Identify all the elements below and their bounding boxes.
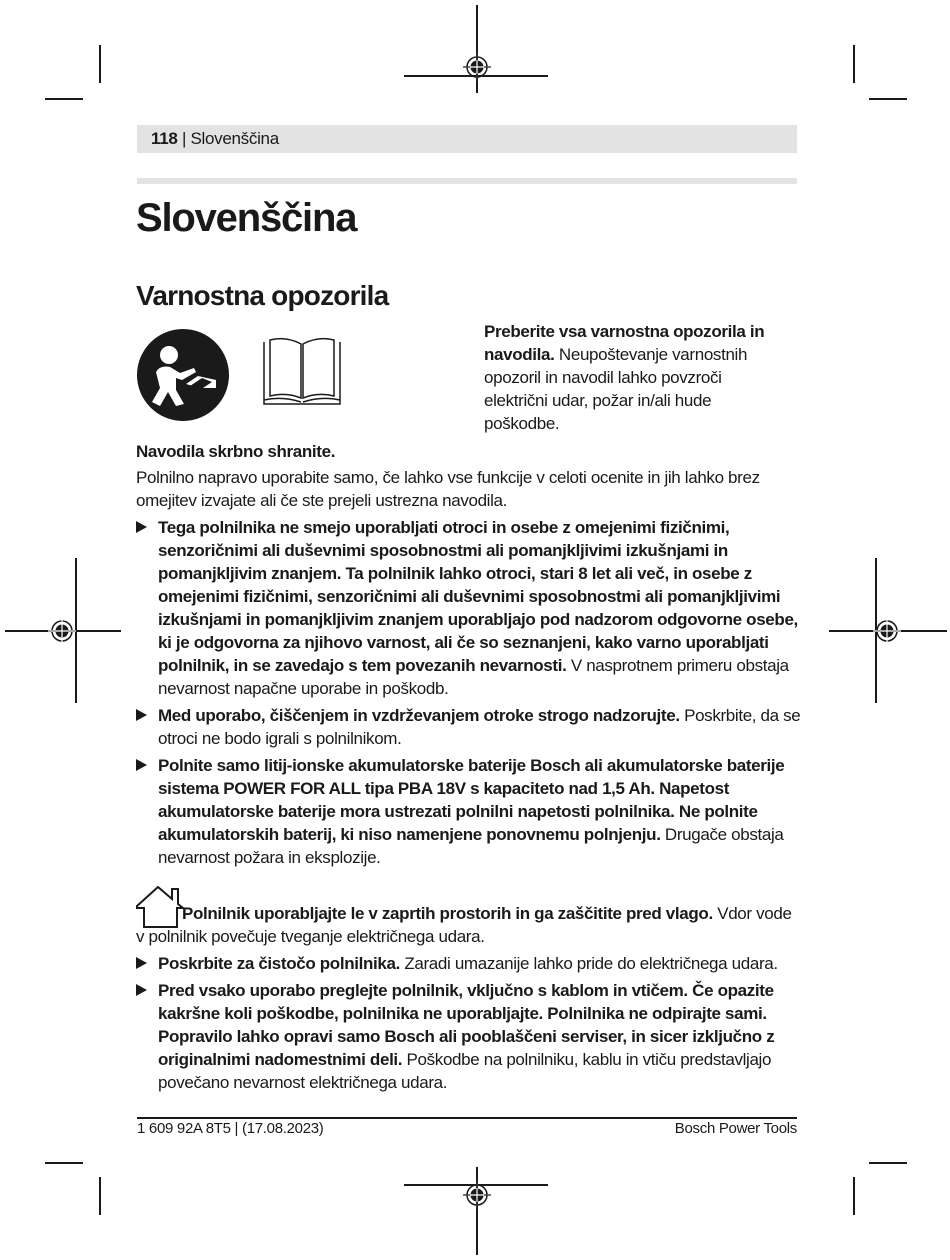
list-item-bold: Tega polnilnika ne smejo uporabljati otroci in osebe z omejenimi fizičnimi, senzoričnimi ali duševnimi sposobnostmi ali pomanjkljivimi izkušnjami in pomanjkljivim znanjem. Ta polnilnik lahko otroci, stari 8 let ali več, in osebe z omejenimi fizičnimi, senzoričnimi ali duševnimi sposobnostmi ali pomanjkljivimi izkušnjami in pomanjkljivim znanjem uporabljajo pod nadzorom odgovorne osebe, ki je odgovorna za njihovo varnost, ali če so seznanjeni, kako varno uporabljati polnilnik, in se zavedajo s tem povezanih nevarnosti. <box>158 518 798 675</box>
list-item-text: Poškodbe na polnilniku, kablu in vtiču predstavljajo povečano nevarnost električnega udara. <box>158 1050 772 1092</box>
list-item-text: Drugače obstaja nevarnost požara in eksplozije. <box>158 825 784 867</box>
general-warning <box>484 320 784 435</box>
bullet-triangle-icon <box>136 759 147 771</box>
list-item-text: Poskrbite, da se otroci ne bodo igrali s polnilnikom. <box>158 706 801 748</box>
header-section: Slovenščina <box>190 129 279 148</box>
registration-mark-icon <box>463 1181 491 1209</box>
bullet-triangle-icon <box>136 984 147 996</box>
list-item-bold: Pred vsako uporabo preglejte polnilnik, vključno s kablom in vtičem. Če opazite kakršne koli poškodbe, polnilnika ne uporabljajte. Polnilnika ne odpirajte sami. Popravilo lahko opravi samo Bosch ali pooblaščeni serviser, in sicer izključno z originalnimi nadomestnimi deli. <box>158 981 775 1069</box>
bullet-triangle-icon <box>136 957 147 969</box>
list-item-bold: Poskrbite za čistočo polnilnika. <box>158 954 400 973</box>
header-separator: | <box>177 129 191 148</box>
page-title: Slovenščina <box>136 196 357 240</box>
warning-list <box>136 516 801 873</box>
page-number: 118 <box>151 129 178 148</box>
bullet-triangle-icon <box>136 521 147 533</box>
warning-list-2 <box>136 952 801 1098</box>
list-item-bold: Polnite samo litij-ionske akumulatorske baterije Bosch ali akumulatorske baterije sistema POWER FOR ALL tipa PBA 18V s kapaciteto nad 1,5 Ah. Napetost akumulatorske baterije mora ustrezati polnilni napetosti polnilnika. Ne polnite akumulatorskih baterij, ki niso namenjene ponovnemu polnjenju. <box>158 756 785 844</box>
indoor-warning-text: Vdor vode v polnilnik povečuje tveganje električnega udara. <box>136 904 792 946</box>
list-item <box>136 516 801 700</box>
header-rule <box>137 178 797 184</box>
list-item <box>136 979 801 1094</box>
list-item-bold: Med uporabo, čiščenjem in vzdrževanjem otroke strogo nadzorujte. <box>158 706 680 725</box>
indoor-warning <box>136 902 801 948</box>
footer-brand: Bosch Power Tools <box>674 1120 797 1137</box>
list-item <box>136 704 801 750</box>
open-book-icon <box>262 336 342 408</box>
bullet-triangle-icon <box>136 709 147 721</box>
registration-mark-icon <box>873 617 901 645</box>
page-header <box>137 125 797 153</box>
intro-paragraph: Polnilno napravo uporabite samo, če lahko vse funkcije v celoti ocenite in jih lahko brez omejitev izvajate ali če ste prejeli ustrezna navodila. <box>136 468 760 510</box>
reading-manual-icon <box>136 328 232 424</box>
store-instructions: Navodila skrbno shranite. <box>136 442 336 461</box>
footer-rule <box>137 1117 797 1119</box>
registration-mark-icon <box>463 53 491 81</box>
list-item-text: V nasprotnem primeru obstaja nevarnost napačne uporabe in poškodb. <box>158 656 789 698</box>
indoor-warning-bold: Polnilnik uporabljajte le v zaprtih prostorih in ga zaščitite pred vlago. <box>182 904 713 923</box>
section-title: Varnostna opozorila <box>136 280 389 311</box>
general-warning-text: Neupoštevanje varnostnih opozoril in navodil lahko povzroči električni udar, požar in/ali hude poškodbe. <box>484 345 748 433</box>
registration-mark-icon <box>48 617 76 645</box>
list-item <box>136 754 801 869</box>
footer-doc-id: 1 609 92A 8T5 | (17.08.2023) <box>137 1120 324 1137</box>
list-item-text: Zaradi umazanije lahko pride do električnega udara. <box>399 954 778 973</box>
general-warning-bold: Preberite vsa varnostna opozorila in navodila. <box>484 322 765 364</box>
list-item <box>136 952 801 975</box>
